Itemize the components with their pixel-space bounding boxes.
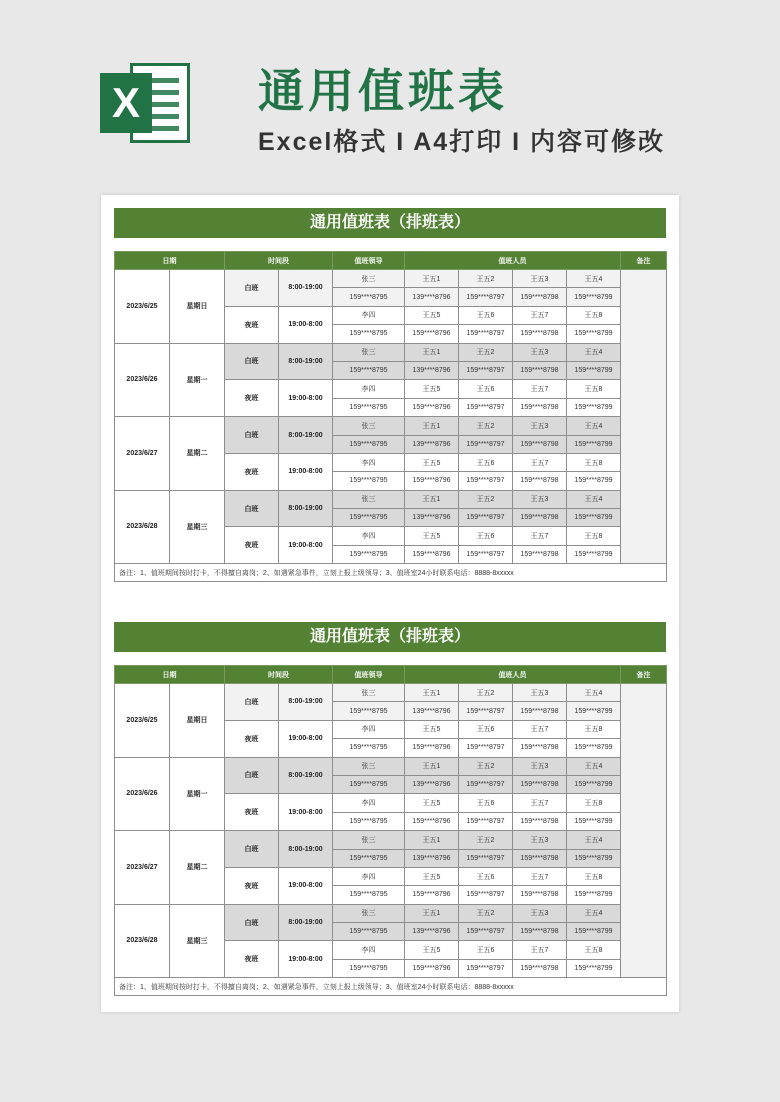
staff-name-cell: 王五8: [567, 527, 621, 545]
staff-name-cell: 王五1: [405, 757, 459, 775]
leader-name-cell: 张三: [333, 904, 405, 922]
staff-phone-cell: 159****8797: [459, 812, 513, 830]
staff-name-cell: 王五4: [567, 904, 621, 922]
leader-phone-cell: 159****8795: [333, 849, 405, 867]
shift-label-cell: 白班: [225, 417, 279, 454]
staff-name-cell: 王五1: [405, 831, 459, 849]
leader-phone-cell: 159****8795: [333, 775, 405, 793]
leader-name-cell: 张三: [333, 684, 405, 702]
date-cell: 2023/6/26: [115, 757, 170, 831]
document-paper: [101, 195, 679, 1012]
staff-phone-cell: 159****8796: [405, 398, 459, 416]
staff-phone-cell: 159****8797: [459, 435, 513, 453]
staff-phone-cell: 159****8799: [567, 849, 621, 867]
staff-phone-cell: 159****8799: [567, 472, 621, 490]
leader-name-cell: 李四: [333, 527, 405, 545]
date-cell: 2023/6/28: [115, 490, 170, 564]
shift-label-cell: 白班: [225, 490, 279, 527]
staff-name-cell: 王五3: [513, 490, 567, 508]
staff-name-cell: 王五6: [459, 867, 513, 885]
shift-time-cell: 8:00-19:00: [279, 904, 333, 941]
note-cell: 备注：1、值班期间按时打卡，不得擅自离岗；2、如遇紧急事件，立刻上报上级领导；3、值班室24小时联系电话：8888-8xxxxx: [115, 564, 667, 582]
staff-phone-cell: 159****8798: [513, 361, 567, 379]
staff-phone-cell: 159****8798: [513, 739, 567, 757]
staff-name-cell: 王五2: [459, 831, 513, 849]
page-subtitle: Excel格式 I A4打印 I 内容可修改: [258, 128, 666, 156]
shift-time-cell: 8:00-19:00: [279, 684, 333, 721]
staff-phone-cell: 159****8797: [459, 288, 513, 306]
staff-name-cell: 王五6: [459, 453, 513, 471]
staff-name-cell: 王五5: [405, 380, 459, 398]
leader-name-cell: 李四: [333, 720, 405, 738]
staff-name-cell: 王五8: [567, 380, 621, 398]
shift-label-cell: 夜班: [225, 306, 279, 343]
staff-phone-cell: 159****8796: [405, 545, 459, 563]
staff-phone-cell: 159****8799: [567, 398, 621, 416]
staff-name-cell: 王五3: [513, 684, 567, 702]
leader-phone-cell: 159****8795: [333, 886, 405, 904]
shift-label-cell: 白班: [225, 831, 279, 868]
staff-phone-cell: 159****8797: [459, 923, 513, 941]
staff-name-cell: 王五7: [513, 453, 567, 471]
shift-time-cell: 19:00-8:00: [279, 380, 333, 417]
staff-phone-cell: 159****8797: [459, 702, 513, 720]
leader-name-cell: 李四: [333, 941, 405, 959]
leader-name-cell: 张三: [333, 343, 405, 361]
staff-name-cell: 王五7: [513, 941, 567, 959]
col-header-period: 时间段: [225, 252, 333, 270]
staff-phone-cell: 159****8799: [567, 886, 621, 904]
staff-phone-cell: 159****8798: [513, 959, 567, 977]
leader-name-cell: 张三: [333, 270, 405, 288]
staff-phone-cell: 159****8798: [513, 775, 567, 793]
staff-name-cell: 王五6: [459, 380, 513, 398]
staff-phone-cell: 159****8798: [513, 702, 567, 720]
leader-name-cell: 李四: [333, 794, 405, 812]
staff-name-cell: 王五5: [405, 527, 459, 545]
staff-phone-cell: 159****8799: [567, 812, 621, 830]
staff-name-cell: 王五5: [405, 794, 459, 812]
staff-name-cell: 王五5: [405, 941, 459, 959]
date-cell: 2023/6/27: [115, 831, 170, 905]
staff-name-cell: 王五4: [567, 831, 621, 849]
col-header-date: 日期: [115, 252, 225, 270]
leader-phone-cell: 159****8795: [333, 435, 405, 453]
shift-label-cell: 夜班: [225, 453, 279, 490]
table-row: [115, 757, 667, 775]
leader-name-cell: 张三: [333, 490, 405, 508]
leader-name-cell: 李四: [333, 453, 405, 471]
staff-phone-cell: 159****8798: [513, 325, 567, 343]
col-header-remark: 备注: [621, 252, 667, 270]
date-cell: 2023/6/26: [115, 343, 170, 417]
staff-name-cell: 王五5: [405, 306, 459, 324]
staff-phone-cell: 159****8797: [459, 361, 513, 379]
staff-phone-cell: 159****8798: [513, 398, 567, 416]
leader-phone-cell: 159****8795: [333, 472, 405, 490]
staff-name-cell: 王五3: [513, 270, 567, 288]
staff-name-cell: 王五6: [459, 527, 513, 545]
shift-time-cell: 8:00-19:00: [279, 343, 333, 380]
staff-phone-cell: 159****8799: [567, 435, 621, 453]
leader-name-cell: 李四: [333, 867, 405, 885]
remark-cell: [621, 684, 667, 978]
col-header-remark: 备注: [621, 666, 667, 684]
staff-name-cell: 王五3: [513, 904, 567, 922]
leader-phone-cell: 159****8795: [333, 702, 405, 720]
staff-phone-cell: 159****8799: [567, 325, 621, 343]
leader-phone-cell: 159****8795: [333, 288, 405, 306]
staff-phone-cell: 159****8797: [459, 398, 513, 416]
staff-name-cell: 王五5: [405, 453, 459, 471]
shift-time-cell: 19:00-8:00: [279, 527, 333, 564]
table-row: [115, 904, 667, 922]
shift-time-cell: 19:00-8:00: [279, 794, 333, 831]
shift-label-cell: 白班: [225, 757, 279, 794]
leader-phone-cell: 159****8795: [333, 361, 405, 379]
staff-name-cell: 王五2: [459, 417, 513, 435]
note-row: [115, 564, 667, 582]
staff-name-cell: 王五6: [459, 720, 513, 738]
shift-label-cell: 夜班: [225, 720, 279, 757]
staff-name-cell: 王五7: [513, 720, 567, 738]
staff-name-cell: 王五8: [567, 720, 621, 738]
col-header-leader: 值班领导: [333, 666, 405, 684]
shift-label-cell: 白班: [225, 904, 279, 941]
staff-phone-cell: 159****8797: [459, 739, 513, 757]
staff-name-cell: 王五7: [513, 380, 567, 398]
weekday-cell: 星期二: [170, 831, 225, 905]
staff-phone-cell: 159****8799: [567, 959, 621, 977]
page-title: 通用值班表: [258, 65, 508, 117]
weekday-cell: 星期二: [170, 417, 225, 491]
leader-phone-cell: 159****8795: [333, 959, 405, 977]
staff-phone-cell: 159****8797: [459, 509, 513, 527]
staff-name-cell: 王五7: [513, 306, 567, 324]
table-row: [115, 270, 667, 288]
staff-phone-cell: 159****8796: [405, 325, 459, 343]
staff-phone-cell: 159****8799: [567, 739, 621, 757]
staff-name-cell: 王五4: [567, 270, 621, 288]
leader-phone-cell: 159****8795: [333, 325, 405, 343]
col-header-staff: 值班人员: [405, 666, 621, 684]
staff-name-cell: 王五2: [459, 490, 513, 508]
leader-phone-cell: 159****8795: [333, 398, 405, 416]
staff-phone-cell: 159****8797: [459, 775, 513, 793]
staff-phone-cell: 139****8796: [405, 288, 459, 306]
staff-phone-cell: 159****8796: [405, 959, 459, 977]
staff-phone-cell: 159****8799: [567, 702, 621, 720]
staff-name-cell: 王五7: [513, 794, 567, 812]
shift-label-cell: 白班: [225, 270, 279, 307]
staff-name-cell: 王五2: [459, 757, 513, 775]
header-row: [115, 666, 667, 684]
header-row: [115, 252, 667, 270]
leader-name-cell: 张三: [333, 757, 405, 775]
staff-name-cell: 王五6: [459, 941, 513, 959]
schedule-block-2: [114, 622, 666, 996]
weekday-cell: 星期三: [170, 490, 225, 564]
col-header-staff: 值班人员: [405, 252, 621, 270]
staff-name-cell: 王五6: [459, 794, 513, 812]
staff-phone-cell: 159****8799: [567, 775, 621, 793]
staff-phone-cell: 139****8796: [405, 702, 459, 720]
staff-phone-cell: 159****8799: [567, 545, 621, 563]
leader-phone-cell: 159****8795: [333, 812, 405, 830]
staff-name-cell: 王五4: [567, 490, 621, 508]
col-header-date: 日期: [115, 666, 225, 684]
schedule-title: 通用值班表（排班表）: [114, 622, 666, 652]
staff-phone-cell: 159****8798: [513, 509, 567, 527]
staff-phone-cell: 159****8798: [513, 545, 567, 563]
excel-icon: [100, 55, 192, 151]
staff-name-cell: 王五3: [513, 343, 567, 361]
staff-phone-cell: 159****8797: [459, 472, 513, 490]
staff-name-cell: 王五1: [405, 904, 459, 922]
shift-label-cell: 夜班: [225, 380, 279, 417]
date-cell: 2023/6/25: [115, 684, 170, 758]
staff-phone-cell: 159****8796: [405, 812, 459, 830]
weekday-cell: 星期一: [170, 757, 225, 831]
shift-label-cell: 夜班: [225, 867, 279, 904]
staff-name-cell: 王五3: [513, 831, 567, 849]
date-cell: 2023/6/27: [115, 417, 170, 491]
leader-phone-cell: 159****8795: [333, 739, 405, 757]
staff-name-cell: 王五2: [459, 684, 513, 702]
leader-name-cell: 李四: [333, 380, 405, 398]
staff-phone-cell: 159****8799: [567, 361, 621, 379]
schedule-title: 通用值班表（排班表）: [114, 208, 666, 238]
staff-name-cell: 王五8: [567, 453, 621, 471]
staff-phone-cell: 159****8798: [513, 812, 567, 830]
staff-name-cell: 王五8: [567, 794, 621, 812]
schedule-table: [114, 665, 667, 996]
table-row: [115, 417, 667, 435]
leader-phone-cell: 159****8795: [333, 545, 405, 563]
staff-name-cell: 王五8: [567, 867, 621, 885]
staff-phone-cell: 159****8797: [459, 325, 513, 343]
weekday-cell: 星期日: [170, 270, 225, 344]
shift-time-cell: 19:00-8:00: [279, 941, 333, 978]
staff-name-cell: 王五2: [459, 343, 513, 361]
staff-name-cell: 王五5: [405, 867, 459, 885]
staff-phone-cell: 159****8797: [459, 545, 513, 563]
staff-name-cell: 王五6: [459, 306, 513, 324]
schedule-table: [114, 251, 667, 582]
note-row: [115, 978, 667, 996]
staff-phone-cell: 139****8796: [405, 361, 459, 379]
shift-time-cell: 19:00-8:00: [279, 453, 333, 490]
schedule-block-1: [114, 208, 666, 582]
remark-cell: [621, 270, 667, 564]
shift-label-cell: 夜班: [225, 794, 279, 831]
staff-phone-cell: 159****8798: [513, 435, 567, 453]
staff-name-cell: 王五1: [405, 417, 459, 435]
staff-phone-cell: 159****8796: [405, 886, 459, 904]
shift-time-cell: 19:00-8:00: [279, 306, 333, 343]
col-header-leader: 值班领导: [333, 252, 405, 270]
staff-phone-cell: 159****8799: [567, 509, 621, 527]
logo-letter: X: [100, 73, 152, 133]
shift-time-cell: 8:00-19:00: [279, 757, 333, 794]
staff-phone-cell: 159****8798: [513, 886, 567, 904]
staff-name-cell: 王五5: [405, 720, 459, 738]
staff-name-cell: 王五8: [567, 941, 621, 959]
table-row: [115, 831, 667, 849]
staff-name-cell: 王五4: [567, 684, 621, 702]
staff-name-cell: 王五1: [405, 270, 459, 288]
staff-phone-cell: 139****8796: [405, 509, 459, 527]
weekday-cell: 星期三: [170, 904, 225, 978]
staff-phone-cell: 159****8798: [513, 923, 567, 941]
staff-name-cell: 王五7: [513, 867, 567, 885]
staff-phone-cell: 159****8797: [459, 849, 513, 867]
col-header-period: 时间段: [225, 666, 333, 684]
staff-phone-cell: 159****8798: [513, 472, 567, 490]
leader-phone-cell: 159****8795: [333, 509, 405, 527]
table-row: [115, 684, 667, 702]
staff-phone-cell: 139****8796: [405, 849, 459, 867]
shift-label-cell: 白班: [225, 684, 279, 721]
shift-label-cell: 白班: [225, 343, 279, 380]
shift-label-cell: 夜班: [225, 527, 279, 564]
staff-phone-cell: 159****8798: [513, 288, 567, 306]
leader-name-cell: 张三: [333, 831, 405, 849]
shift-time-cell: 8:00-19:00: [279, 831, 333, 868]
shift-time-cell: 8:00-19:00: [279, 490, 333, 527]
staff-name-cell: 王五8: [567, 306, 621, 324]
date-cell: 2023/6/28: [115, 904, 170, 978]
leader-name-cell: 李四: [333, 306, 405, 324]
staff-name-cell: 王五2: [459, 270, 513, 288]
staff-phone-cell: 159****8798: [513, 849, 567, 867]
staff-phone-cell: 159****8796: [405, 472, 459, 490]
staff-name-cell: 王五3: [513, 417, 567, 435]
note-cell: 备注：1、值班期间按时打卡，不得擅自离岗；2、如遇紧急事件，立刻上报上级领导；3、值班室24小时联系电话：8888-8xxxxx: [115, 978, 667, 996]
staff-name-cell: 王五3: [513, 757, 567, 775]
leader-name-cell: 张三: [333, 417, 405, 435]
shift-time-cell: 8:00-19:00: [279, 417, 333, 454]
staff-name-cell: 王五1: [405, 490, 459, 508]
staff-phone-cell: 159****8797: [459, 959, 513, 977]
staff-name-cell: 王五4: [567, 417, 621, 435]
shift-time-cell: 19:00-8:00: [279, 720, 333, 757]
banner: [0, 0, 780, 200]
shift-time-cell: 19:00-8:00: [279, 867, 333, 904]
staff-phone-cell: 159****8797: [459, 886, 513, 904]
staff-name-cell: 王五4: [567, 757, 621, 775]
staff-name-cell: 王五1: [405, 684, 459, 702]
staff-phone-cell: 139****8796: [405, 775, 459, 793]
table-row: [115, 343, 667, 361]
staff-name-cell: 王五1: [405, 343, 459, 361]
staff-phone-cell: 159****8796: [405, 739, 459, 757]
staff-name-cell: 王五2: [459, 904, 513, 922]
leader-phone-cell: 159****8795: [333, 923, 405, 941]
staff-name-cell: 王五7: [513, 527, 567, 545]
staff-phone-cell: 139****8796: [405, 923, 459, 941]
staff-phone-cell: 159****8799: [567, 288, 621, 306]
table-row: [115, 490, 667, 508]
shift-time-cell: 8:00-19:00: [279, 270, 333, 307]
staff-phone-cell: 159****8799: [567, 923, 621, 941]
staff-name-cell: 王五4: [567, 343, 621, 361]
staff-phone-cell: 139****8796: [405, 435, 459, 453]
shift-label-cell: 夜班: [225, 941, 279, 978]
date-cell: 2023/6/25: [115, 270, 170, 344]
weekday-cell: 星期一: [170, 343, 225, 417]
weekday-cell: 星期日: [170, 684, 225, 758]
